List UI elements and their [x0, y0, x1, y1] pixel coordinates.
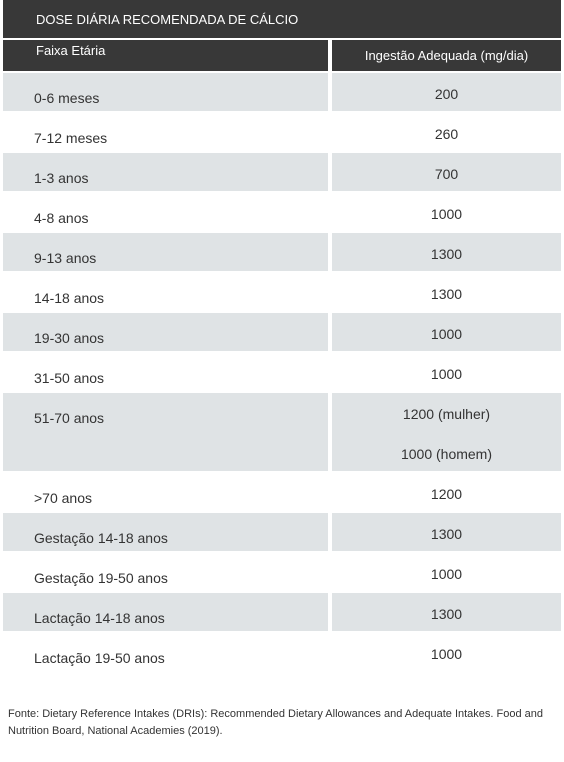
table-row: [3, 73, 561, 111]
table-row: [3, 193, 561, 231]
intake-value-cell: [332, 153, 561, 191]
age-range-cell: 9-13 anos: [3, 233, 328, 271]
age-range-cell: 14-18 anos: [34, 290, 105, 306]
intake-value-cell: [332, 313, 561, 351]
table-row: [3, 313, 561, 351]
intake-value: 1000: [430, 206, 463, 222]
intake-value-cell: [332, 633, 561, 671]
age-range-cell: Gestação 19-50 anos: [34, 570, 168, 586]
column-header-age: Faixa Etária: [3, 40, 328, 71]
table-row: [3, 113, 561, 151]
table-row: [3, 353, 561, 391]
intake-value: 1300: [430, 246, 463, 262]
intake-value: 1000: [430, 326, 463, 342]
intake-value: 200: [434, 86, 459, 102]
age-range-cell: 31-50 anos: [34, 370, 105, 386]
intake-value-cell: [332, 233, 561, 271]
table-row: [3, 153, 561, 191]
age-range-cell: Lactação 19-50 anos: [34, 650, 165, 666]
intake-value-cell: [332, 113, 561, 151]
age-range-cell: Lactação 14-18 anos: [3, 593, 328, 631]
age-range-cell: 51-70 anos: [3, 393, 328, 471]
intake-value-cell: [332, 553, 561, 591]
age-range-cell: 1-3 anos: [3, 153, 328, 191]
table-row: [3, 393, 561, 471]
age-range-cell: 7-12 meses: [34, 130, 108, 146]
intake-value: 1000: [430, 366, 463, 382]
intake-value-cell: [332, 193, 561, 231]
intake-value-cell: [332, 353, 561, 391]
intake-value-cell: [332, 73, 561, 111]
age-range-cell: Gestação 14-18 anos: [3, 513, 328, 551]
intake-value-cell: [332, 593, 561, 631]
table-row: [3, 633, 561, 671]
age-range-cell: 0-6 meses: [3, 73, 328, 111]
table-row: [3, 593, 561, 631]
intake-value: 1300: [430, 526, 463, 542]
age-range-cell: 4-8 anos: [34, 210, 89, 226]
table-row: [3, 273, 561, 311]
table-title: DOSE DIÁRIA RECOMENDADA DE CÁLCIO: [3, 0, 561, 38]
age-range-cell: 19-30 anos: [3, 313, 328, 351]
intake-value: 1300: [430, 606, 463, 622]
table-row: [3, 513, 561, 551]
source-footnote: Fonte: Dietary Reference Intakes (DRIs): Recommended Dietary Allowances and Adequate Intakes. Food and Nutrition Board, National Academies (2019).: [8, 708, 544, 737]
table-row: [3, 473, 561, 511]
intake-value: 1200 (mulher): [402, 406, 491, 422]
intake-value: 260: [434, 126, 459, 142]
intake-value: 1200: [430, 486, 463, 502]
intake-value-cell: [332, 273, 561, 311]
column-header-intake: Ingestão Adequada (mg/dia): [332, 40, 561, 71]
table-row: [3, 553, 561, 591]
intake-value-cell: [332, 473, 561, 511]
intake-value-cell: [332, 513, 561, 551]
intake-value: 1300: [430, 286, 463, 302]
intake-value: 1000 (homem): [400, 446, 493, 462]
intake-value: 1000: [430, 566, 463, 582]
table-row: [3, 233, 561, 271]
intake-value-cell: [332, 393, 561, 471]
age-range-cell: >70 anos: [34, 490, 92, 506]
intake-value: 1000: [430, 646, 463, 662]
intake-value: 700: [434, 166, 459, 182]
